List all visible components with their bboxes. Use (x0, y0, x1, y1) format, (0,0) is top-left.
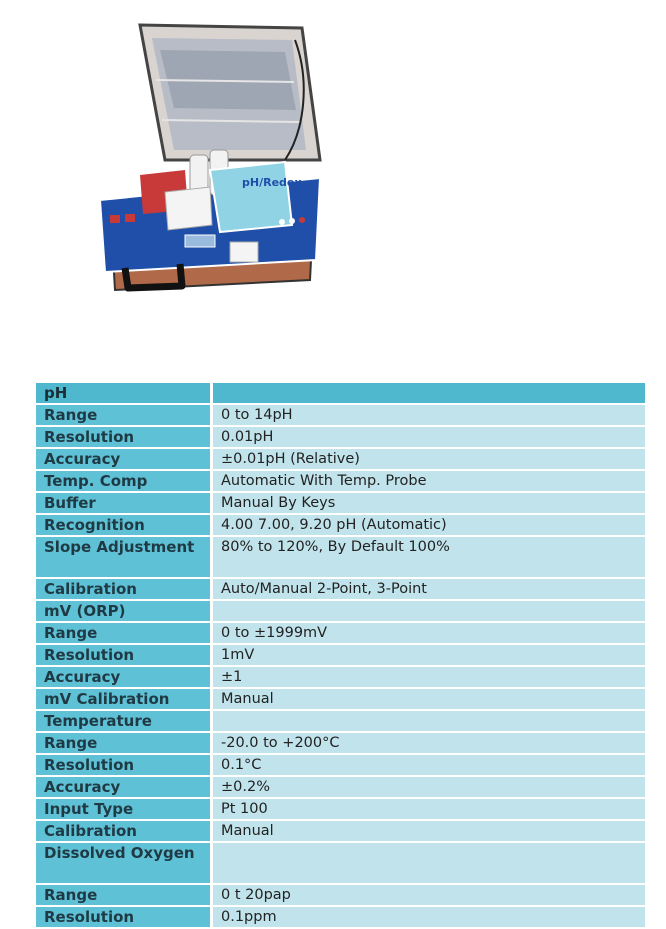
spec-value: Manual (213, 821, 645, 841)
spec-label: Range (36, 885, 213, 905)
spec-label: Calibration (36, 579, 213, 599)
spec-label: Calibration (36, 821, 213, 841)
spec-row (36, 689, 645, 709)
spec-value: 0 to 14pH (213, 405, 645, 425)
spec-value: 0.1ppm (213, 907, 645, 927)
spec-row (36, 821, 645, 841)
photo-screen-title: pH/Redox (242, 176, 302, 189)
spec-label: Range (36, 733, 213, 753)
spec-row (36, 515, 645, 535)
spec-label: Accuracy (36, 667, 213, 687)
spec-label: Resolution (36, 427, 213, 447)
spec-label: Resolution (36, 907, 213, 927)
spec-row (36, 799, 645, 819)
spec-value (213, 711, 645, 731)
spec-value: 80% to 120%, By Default 100% (213, 537, 645, 577)
spec-value: 0.01pH (213, 427, 645, 447)
spec-value: Manual (213, 689, 645, 709)
spec-row (36, 667, 645, 687)
spec-row (36, 733, 645, 753)
spec-value: ±0.2% (213, 777, 645, 797)
spec-row (36, 645, 645, 665)
spec-row (36, 427, 645, 447)
spec-row (36, 907, 645, 927)
spec-value (213, 843, 645, 883)
section-header-row (36, 383, 645, 403)
spec-row (36, 755, 645, 775)
spec-label: Buffer (36, 493, 213, 513)
section-header-row (36, 843, 645, 883)
spec-label: Recognition (36, 515, 213, 535)
spec-value: 4.00 7.00, 9.20 pH (Automatic) (213, 515, 645, 535)
spec-label: Input Type (36, 799, 213, 819)
spec-label: Range (36, 405, 213, 425)
spec-value (213, 383, 645, 403)
spec-value: 1mV (213, 645, 645, 665)
spec-row (36, 579, 645, 599)
spec-label: Temperature (36, 711, 213, 731)
spec-table (36, 381, 645, 929)
spec-value: Pt 100 (213, 799, 645, 819)
spec-value: 0.1°C (213, 755, 645, 775)
spec-label: Slope Adjustment (36, 537, 213, 577)
spec-label: Resolution (36, 645, 213, 665)
spec-value: ±0.01pH (Relative) (213, 449, 645, 469)
spec-row (36, 623, 645, 643)
product-photo (70, 10, 340, 300)
spec-value: Automatic With Temp. Probe (213, 471, 645, 491)
section-header-row (36, 601, 645, 621)
spec-label: Temp. Comp (36, 471, 213, 491)
spec-row (36, 405, 645, 425)
spec-label: Resolution (36, 755, 213, 775)
spec-row (36, 449, 645, 469)
spec-label: Accuracy (36, 777, 213, 797)
spec-row (36, 493, 645, 513)
spec-row (36, 471, 645, 491)
spec-label: mV Calibration (36, 689, 213, 709)
spec-value: 0 t 20pap (213, 885, 645, 905)
spec-value: Auto/Manual 2-Point, 3-Point (213, 579, 645, 599)
spec-value: ±1 (213, 667, 645, 687)
section-header-row (36, 711, 645, 731)
spec-label: mV (ORP) (36, 601, 213, 621)
spec-value: Manual By Keys (213, 493, 645, 513)
spec-value: 0 to ±1999mV (213, 623, 645, 643)
spec-label: Dissolved Oxygen (36, 843, 213, 883)
spec-row (36, 777, 645, 797)
spec-label: Accuracy (36, 449, 213, 469)
spec-value (213, 601, 645, 621)
spec-row (36, 885, 645, 905)
spec-label: pH (36, 383, 213, 403)
spec-value: -20.0 to +200°C (213, 733, 645, 753)
spec-row (36, 537, 645, 577)
spec-label: Range (36, 623, 213, 643)
